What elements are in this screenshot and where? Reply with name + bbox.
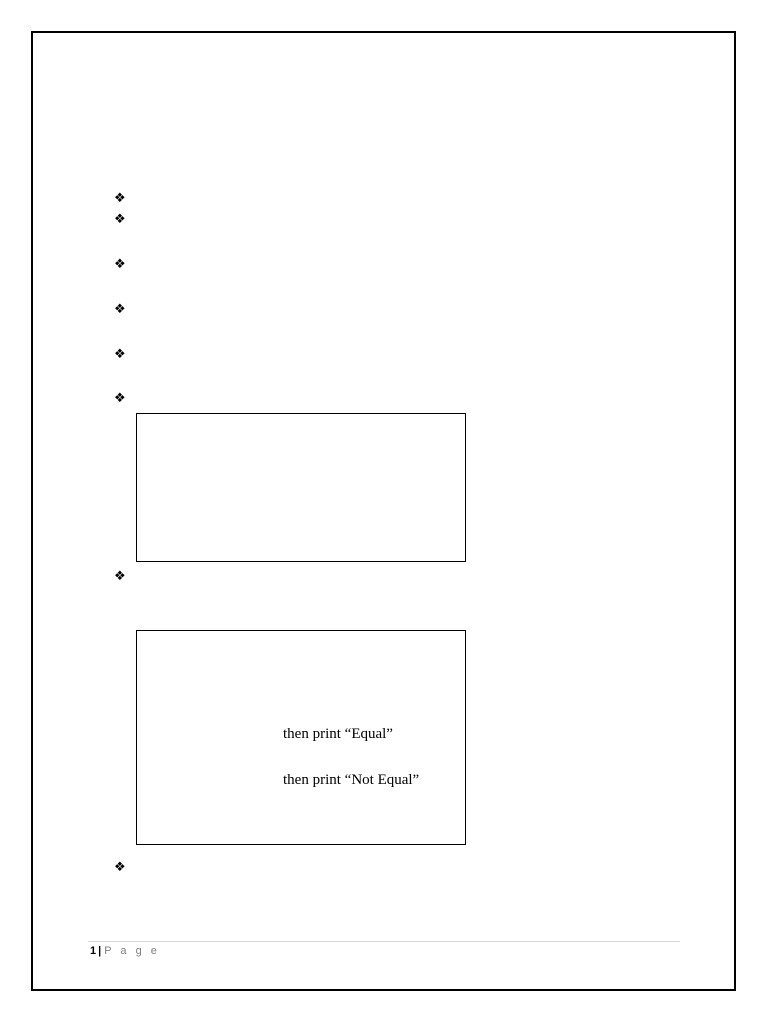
bullet-icon: ❖ xyxy=(114,569,126,584)
page-number: 1 xyxy=(90,945,97,957)
text-box-empty xyxy=(136,413,466,562)
bullet-icon: ❖ xyxy=(114,191,126,206)
footer-divider xyxy=(88,941,680,942)
bullet-icon: ❖ xyxy=(114,347,126,362)
bullet-icon: ❖ xyxy=(114,257,126,272)
footer-separator: | xyxy=(98,945,102,957)
bullet-icon: ❖ xyxy=(114,391,126,406)
page-label: P a g e xyxy=(104,945,160,957)
text-box-condition xyxy=(136,630,466,845)
print-equal-line: then print “Equal” xyxy=(283,726,393,742)
bullet-icon: ❖ xyxy=(114,302,126,317)
bullet-icon: ❖ xyxy=(114,212,126,227)
page-footer xyxy=(90,944,160,958)
bullet-icon: ❖ xyxy=(114,860,126,875)
print-not-equal-line: then print “Not Equal” xyxy=(283,772,420,788)
